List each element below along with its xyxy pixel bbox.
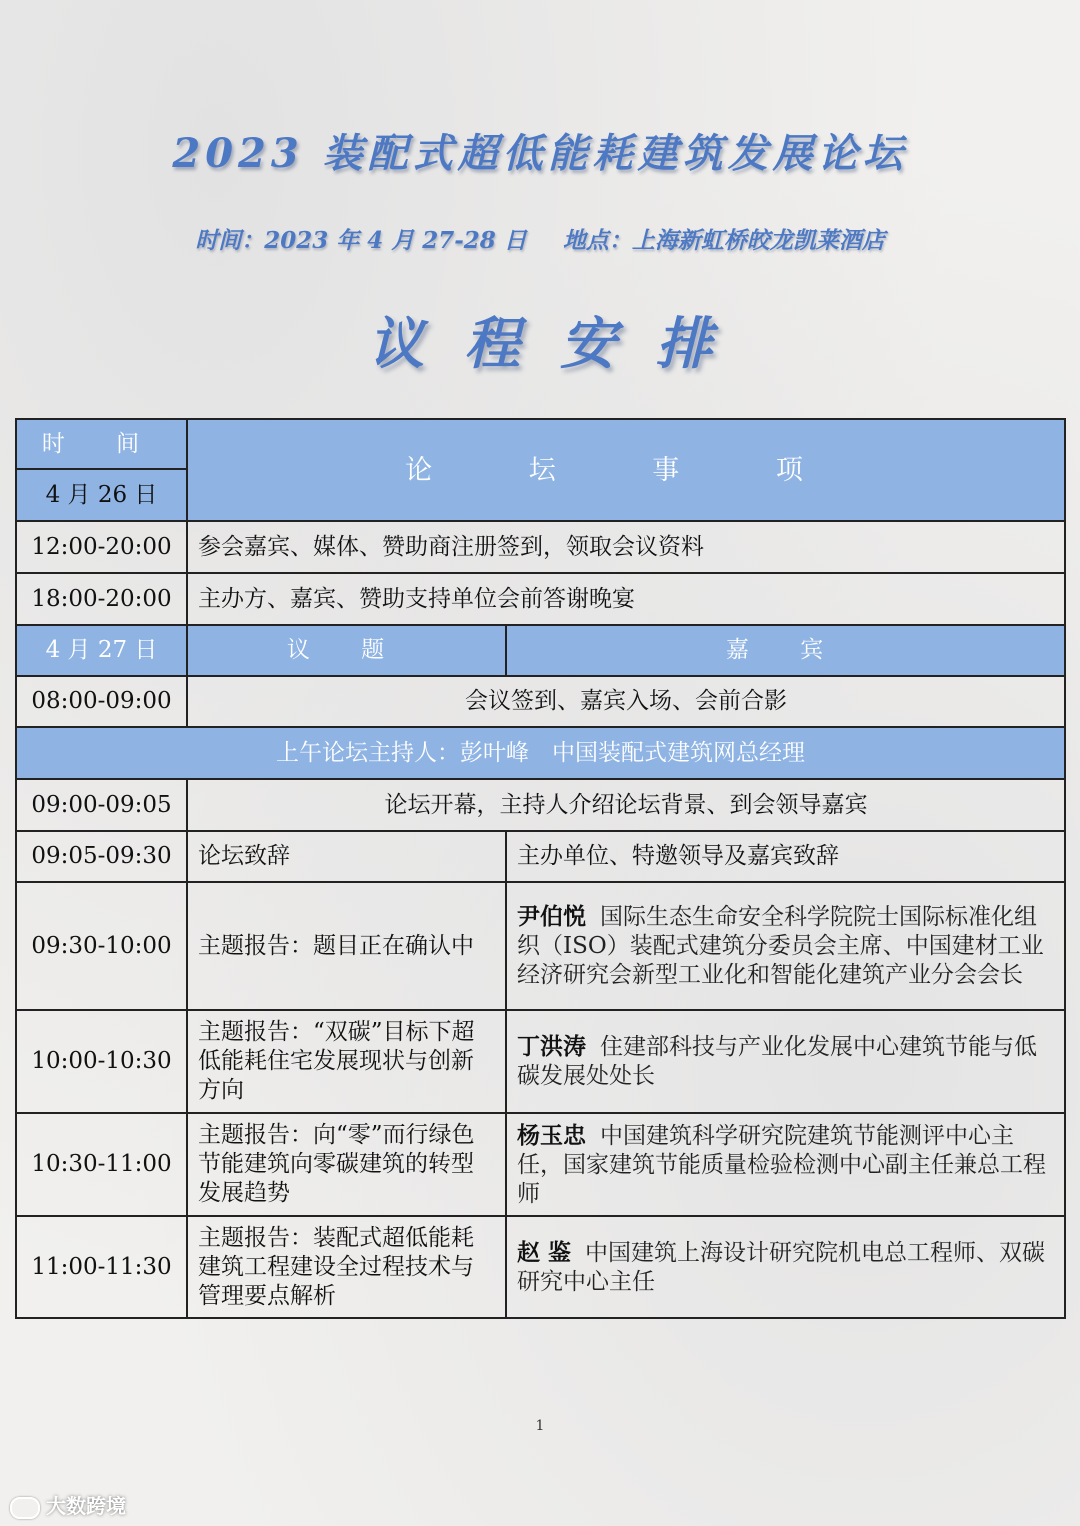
table-row [16, 779, 1065, 831]
items-column-header: 论 坛 事 项 [187, 419, 1065, 521]
row-topic: 论坛致辞 [187, 831, 506, 882]
guest-name: 杨玉忠 [517, 1121, 586, 1149]
watermark-logo-icon [10, 1497, 40, 1519]
row-topic: 主题报告：题目正在确认中 [187, 882, 506, 1010]
agenda-table [15, 418, 1066, 1319]
watermark-text: 大数跨境 [46, 1494, 126, 1518]
table-row [16, 882, 1065, 1010]
guest-name: 丁洪涛 [517, 1033, 586, 1060]
row-guest [506, 882, 1065, 1010]
row-item: 论坛开幕，主持人介绍论坛背景、到会领导嘉宾 [187, 779, 1065, 831]
day1-date: 4 月 26 日 [16, 469, 187, 521]
row-item: 参会嘉宾、媒体、赞助商注册签到，领取会议资料 [187, 521, 1065, 573]
forum-time: 时间：2023 年 4 月 27-28 日 [195, 227, 527, 254]
time-column-header: 时 间 [16, 419, 187, 469]
topic-column-header: 议 题 [187, 625, 506, 676]
row-topic: 主题报告：装配式超低能耗建筑工程建设全过程技术与管理要点解析 [187, 1216, 506, 1318]
row-item: 会议签到、嘉宾入场、会前合影 [187, 676, 1065, 727]
guest-name: 赵 鉴 [517, 1238, 572, 1266]
row-time: 08:00-09:00 [16, 676, 187, 727]
row-guest [506, 1113, 1065, 1216]
guest-title: 国际生态生命安全科学院院士国际标准化组织（ISO）装配式建筑分委员会主席、中国建材工业经济研究会新型工业化和智能化建筑产业分会会长 [517, 904, 1044, 988]
row-time: 09:30-10:00 [16, 882, 187, 1010]
table-row [16, 521, 1065, 573]
row-time: 09:05-09:30 [16, 831, 187, 882]
row-time: 12:00-20:00 [16, 521, 187, 573]
row-topic: 主题报告：向“零”而行绿色节能建筑向零碳建筑的转型发展趋势 [187, 1113, 506, 1216]
page-number: 1 [535, 1418, 545, 1434]
row-time: 18:00-20:00 [16, 573, 187, 625]
day2-date: 4 月 27 日 [16, 625, 187, 676]
guest-title: 中国建筑上海设计研究院机电总工程师、双碳研究中心主任 [517, 1239, 1046, 1295]
row-guest [506, 1216, 1065, 1318]
table-row [16, 1113, 1065, 1216]
row-guest: 主办单位、特邀领导及嘉宾致辞 [506, 831, 1065, 882]
guest-column-header: 嘉 宾 [506, 625, 1065, 676]
guest-title: 住建部科技与产业化发展中心建筑节能与低碳发展处处长 [517, 1034, 1037, 1089]
row-item: 主办方、嘉宾、赞助支持单位会前答谢晚宴 [187, 573, 1065, 625]
row-time: 10:00-10:30 [16, 1010, 187, 1113]
row-time: 11:00-11:30 [16, 1216, 187, 1318]
row-topic: 主题报告：“双碳”目标下超低能耗住宅发展现状与创新方向 [187, 1010, 506, 1113]
watermark [10, 1490, 126, 1519]
guest-title: 中国建筑科学研究院建筑节能测评中心主任，国家建筑节能质量检验检测中心副主任兼总工程师 [517, 1122, 1046, 1207]
agenda-heading: 议程安排 [368, 311, 752, 377]
table-row [16, 831, 1065, 882]
guest-name: 尹伯悦 [517, 903, 586, 930]
table-row [16, 573, 1065, 625]
forum-title: 2023 装配式超低能耗建筑发展论坛 [172, 130, 908, 177]
table-row [16, 676, 1065, 727]
row-guest [506, 1010, 1065, 1113]
morning-host-row: 上午论坛主持人：彭叶峰 中国装配式建筑网总经理 [16, 727, 1065, 779]
row-time: 09:00-09:05 [16, 779, 187, 831]
row-time: 10:30-11:00 [16, 1113, 187, 1216]
table-row [16, 1010, 1065, 1113]
forum-subtitle [0, 222, 1080, 255]
table-row [16, 1216, 1065, 1318]
forum-place: 地点：上海新虹桥皎龙凯莱酒店 [562, 227, 885, 254]
